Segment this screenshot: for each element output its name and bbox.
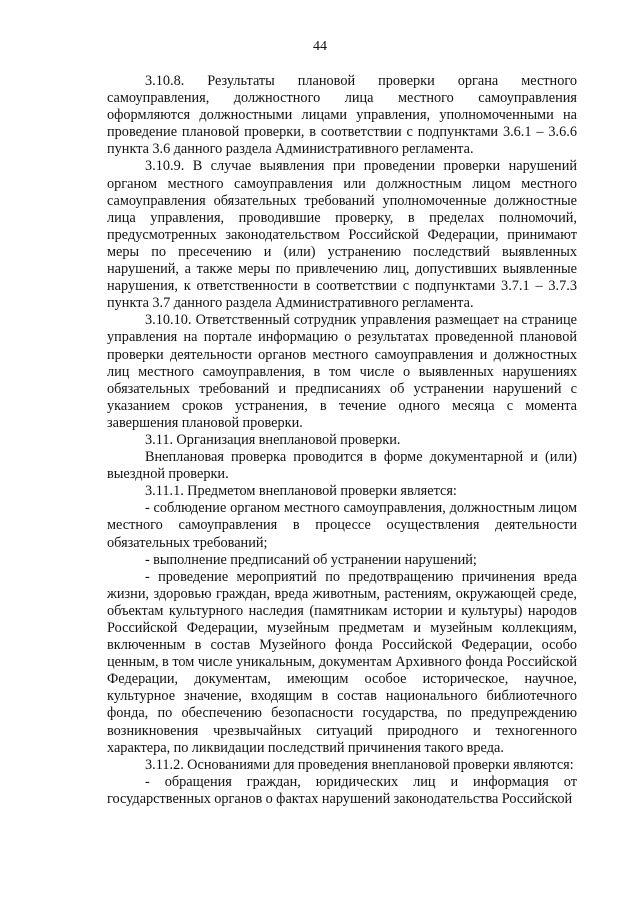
- list-item-compliance: - соблюдение органом местного самоуправления, должностным лицом местного самоуправления в процессе осуществления деятельности обязательных требований;: [107, 500, 577, 551]
- list-item-harm-prevention: - проведение мероприятий по предотвращению причинения вреда жизни, здоровью граждан, вреда животным, растениям, окружающей среде, объектам культурного наследия (памятникам истории и культуры) народов Российской Федерации, музейным предметам и музейным коллекциям, включенным в состав Музейного фонда Российской Федерации, особо ценным, в том числе уникальным, документам Архивного фонда Российской Федерации, документам, имеющим особое историческое, научное, культурное значение, входящим в состав национального библиотечного фонда, по обеспечению безопасности государства, по предупреждению возникновения чрезвычайных ситуаций природного и техногенного характера, по ликвидации последствий причинения такого вреда.: [107, 568, 577, 756]
- paragraph-3-10-10: 3.10.10. Ответственный сотрудник управления размещает на странице управления на портале информацию о результатах проведенной плановой проверки деятельности органов местного самоуправления и должностных лиц местного самоуправления, в том числе о выявленных нарушениях обязательных требований и предписаниях об устранении нарушений с указанием сроков устранения, в течение одного месяца с момента завершения плановой проверки.: [107, 312, 577, 431]
- list-item-orders: - выполнение предписаний об устранении нарушений;: [145, 551, 477, 568]
- paragraph-3-11-2: 3.11.2. Основаниями для проведения внеплановой проверки являются:: [145, 756, 574, 773]
- paragraph-unscheduled-inspection-form: Внеплановая проверка проводится в форме документарной и (или) выездной проверки.: [107, 449, 577, 483]
- page-number: 44: [313, 39, 327, 54]
- paragraph-3-10-9: 3.10.9. В случае выявления при проведении проверки нарушений органом местного самоуправления или должностным лицом местного самоуправления обязательных требований уполномоченные должностные лица управления, проводившие проверку, в пределах полномочий, предусмотренных законодательством Российской Федерации, принимают меры по пресечению и (или) устранению последствий выявленных нарушений, а также меры по привлечению лиц, допустивших выявленные нарушения, к ответственности в соответствии с подпунктами 3.7.1 – 3.7.3 пункта 3.7 данного раздела Административного регламента.: [107, 158, 577, 312]
- section-heading-3-11: 3.11. Организация внеплановой проверки.: [145, 431, 401, 448]
- list-item-appeals: - обращения граждан, юридических лиц и информация от государственных органов о фактах нарушений законодательства Российской: [107, 773, 577, 807]
- paragraph-3-11-1: 3.11.1. Предметом внеплановой проверки является:: [145, 483, 457, 500]
- document-body: [107, 73, 577, 808]
- paragraph-3-10-8: 3.10.8. Результаты плановой проверки органа местного самоуправления, должностного лица местного самоуправления оформляются должностными лицами управления, уполномоченными на проведение плановой проверки, в соответствии с подпунктами 3.6.1 – 3.6.6 пункта 3.6 данного раздела Административного регламента.: [107, 73, 577, 158]
